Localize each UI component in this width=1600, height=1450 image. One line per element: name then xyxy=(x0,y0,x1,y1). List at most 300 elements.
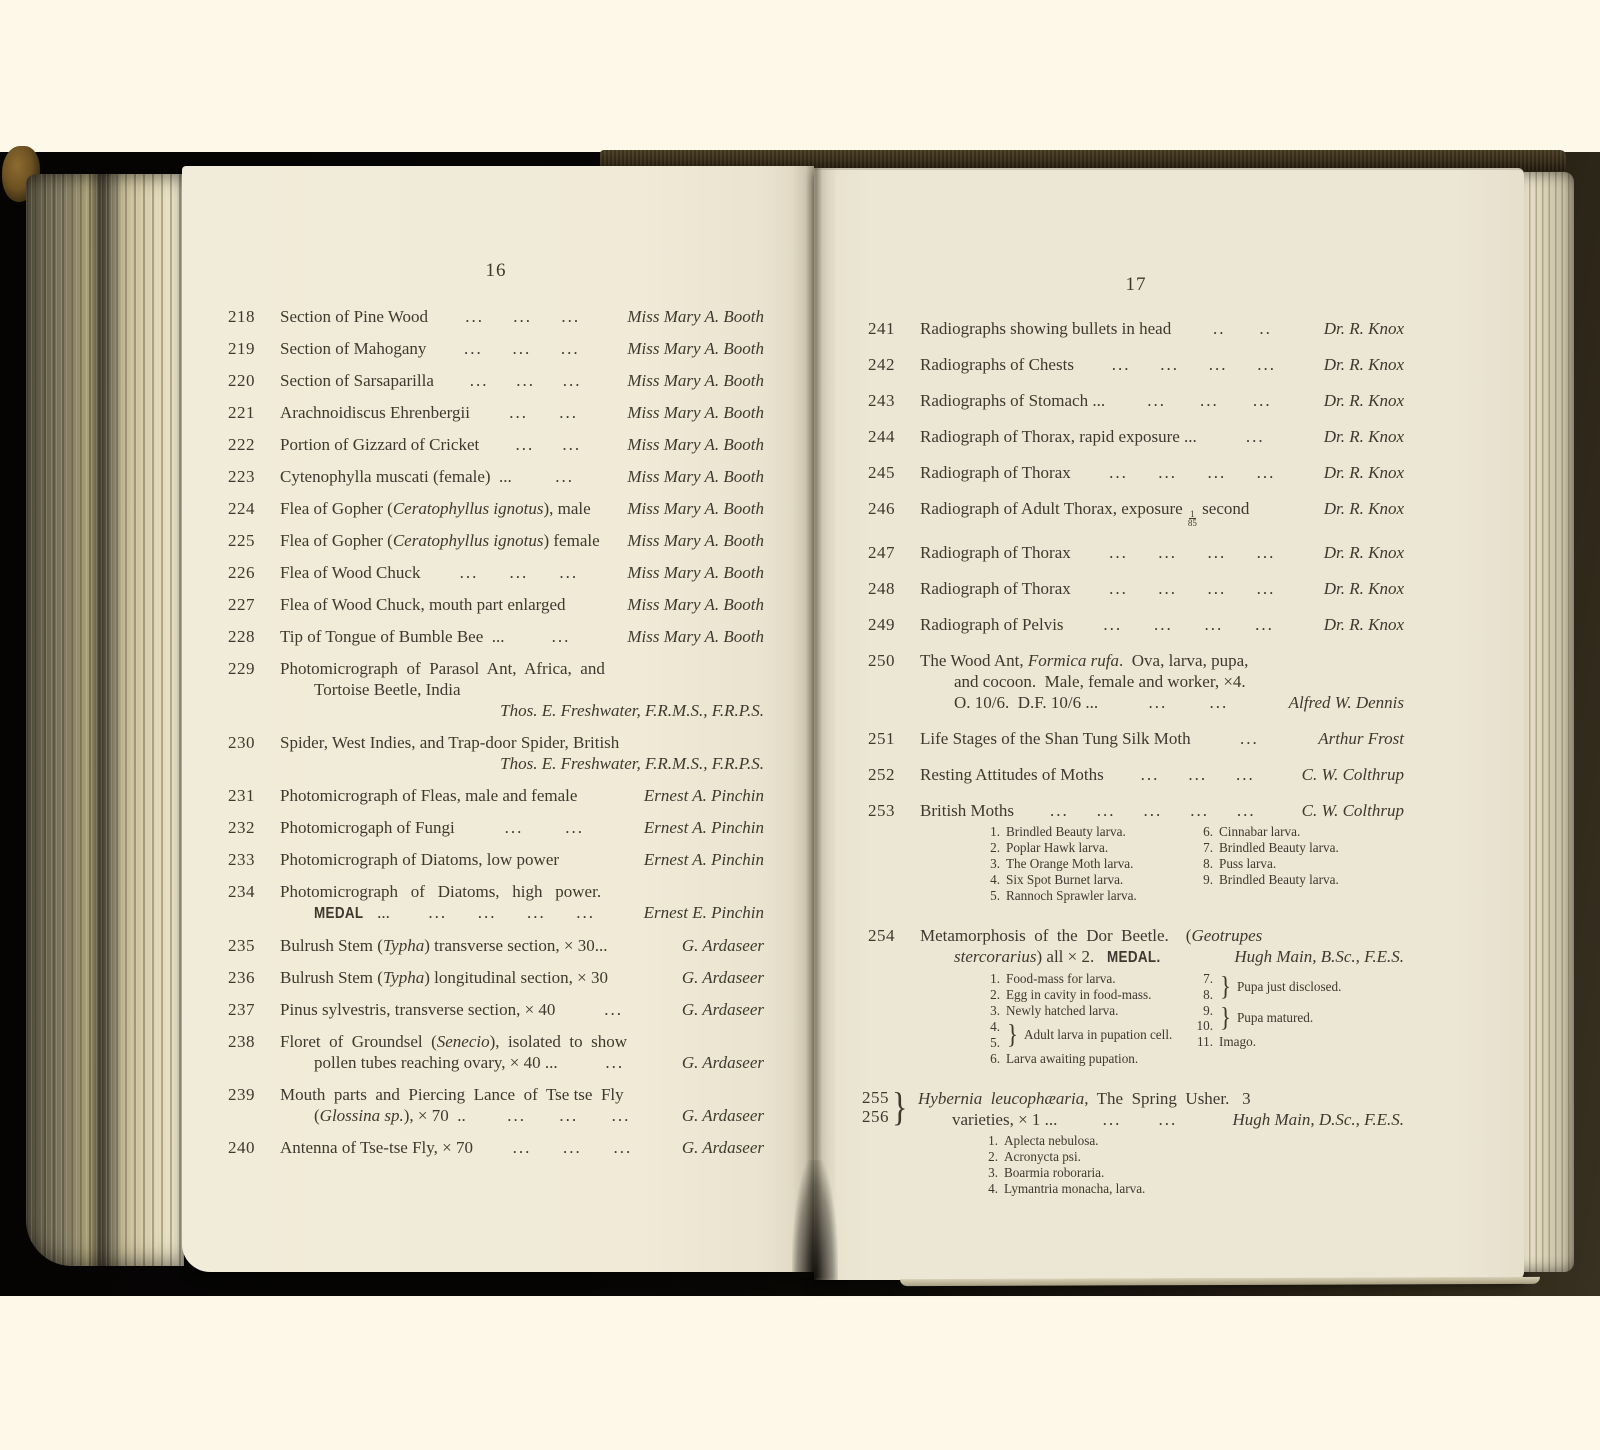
catalog-entry xyxy=(228,594,764,615)
entry-title: Flea of Gopher (Ceratophyllus ignotus), male xyxy=(280,499,591,518)
entry-body xyxy=(280,1031,764,1073)
entry-line xyxy=(280,732,764,753)
entry-title: varieties, × 1 ... xyxy=(952,1109,1058,1129)
catalog-entry xyxy=(868,764,1404,785)
entry-author: Miss Mary A. Booth xyxy=(627,627,764,646)
entry-line-main xyxy=(280,935,672,956)
entry-line xyxy=(280,999,764,1020)
entry-body xyxy=(920,650,1404,713)
entry-line xyxy=(920,692,1404,713)
dot-leader xyxy=(1098,692,1279,713)
entry-line xyxy=(920,462,1404,483)
entry-author: Miss Mary A. Booth xyxy=(627,307,764,326)
entry-line xyxy=(920,318,1404,339)
dot-group: .. xyxy=(1213,319,1226,338)
catalog-entry xyxy=(868,614,1404,635)
entry-line xyxy=(920,946,1404,968)
entry-body xyxy=(280,817,764,838)
entry-author: Dr. R. Knox xyxy=(1323,463,1404,482)
entry-number: 232 xyxy=(228,818,255,837)
sublist-item-number: 3. xyxy=(990,1003,1000,1018)
entry-body xyxy=(280,785,764,806)
left-entry-list xyxy=(228,306,764,1158)
sublist-item xyxy=(976,1149,1190,1165)
entry-body xyxy=(920,578,1404,599)
sublist-item-text: Egg in cavity in food-mass. xyxy=(1006,987,1152,1002)
catalog-entry xyxy=(228,935,764,956)
entry-line-main xyxy=(920,426,1314,447)
entry-author: Ernest A. Pinchin xyxy=(643,850,764,869)
entry-number: 250 xyxy=(868,651,895,670)
entry-number: 237 xyxy=(228,1000,255,1019)
sublist-item xyxy=(976,1133,1190,1149)
dot-group: ... xyxy=(504,818,524,837)
dot-group: ... xyxy=(1109,463,1128,482)
entry-line-main xyxy=(280,626,617,647)
right-page xyxy=(814,168,1524,1280)
entry-title: Tortoise Beetle, India xyxy=(314,680,461,699)
dot-group: ... xyxy=(1207,543,1227,562)
sublist-item xyxy=(978,872,1191,888)
entry-title: Tip of Tongue of Bumble Bee ... xyxy=(280,627,505,646)
dot-group: ... xyxy=(469,371,489,390)
entry-title: Radiograph of Thorax, rapid exposure ... xyxy=(920,427,1197,446)
dot-group: ... xyxy=(562,371,582,390)
catalog-entry xyxy=(868,578,1404,599)
entry-line xyxy=(280,306,764,327)
entry-line xyxy=(920,426,1404,447)
right-entry-list xyxy=(862,318,1404,1203)
entry-number: 218 xyxy=(228,307,255,326)
entry-line-main xyxy=(280,1105,672,1126)
sublist-item-text: Brindled Beauty larva. xyxy=(1219,840,1339,855)
sublist-column xyxy=(1191,824,1404,904)
entry-title: British Moths xyxy=(920,801,1014,820)
dot-leader xyxy=(428,306,617,327)
dot-leader xyxy=(1104,764,1292,785)
dot-group: ... xyxy=(1207,463,1227,482)
entry-number: 248 xyxy=(868,579,895,598)
entry-number: 242 xyxy=(868,355,895,374)
entry-author: Dr. R. Knox xyxy=(1323,499,1404,518)
entry-title: Radiograph of Thorax xyxy=(920,579,1071,598)
entry-number: 236 xyxy=(228,968,255,987)
entry-line xyxy=(280,679,764,700)
catalog-entry xyxy=(228,626,764,647)
entry-author: Dr. R. Knox xyxy=(1323,319,1404,338)
entry-body xyxy=(280,1084,764,1126)
entry-title: pollen tubes reaching ovary, × 40 ... xyxy=(314,1053,558,1072)
sublist-item xyxy=(1191,840,1404,856)
dot-group: ... xyxy=(563,1138,582,1157)
entry-title: Metamorphosis of the Dor Beetle. (Geotrupes xyxy=(920,926,1263,945)
entry-number: 251 xyxy=(868,729,895,748)
entry-author: Miss Mary A. Booth xyxy=(627,531,764,550)
dot-leader xyxy=(420,562,617,583)
entry-body xyxy=(280,935,764,956)
entry-line xyxy=(280,967,764,988)
sublist-item xyxy=(978,840,1191,856)
dot-group: .. xyxy=(1259,319,1272,338)
sublist-item-text: Brindled Beauty larva. xyxy=(1006,824,1126,839)
entry-line-main xyxy=(280,967,672,988)
catalog-entry xyxy=(868,800,1404,910)
dot-group: ... xyxy=(613,1138,633,1157)
dot-group: ... xyxy=(1236,801,1256,820)
entry-number: 224 xyxy=(228,499,255,518)
entry-line-main xyxy=(920,728,1308,749)
entry-line-main xyxy=(280,817,634,838)
entry-title: Radiograph of Pelvis xyxy=(920,615,1064,634)
entry-line xyxy=(280,700,764,721)
entry-title: Bulrush Stem (Typha) transverse section, × 30... xyxy=(280,936,608,955)
entry-number: 239 xyxy=(228,1085,255,1104)
entry-line-main xyxy=(920,318,1314,339)
brace-glyph: } xyxy=(1219,970,1231,1001)
entry-title: Flea of Wood Chuck xyxy=(280,563,421,582)
entry-author: Dr. R. Knox xyxy=(1323,579,1404,598)
dot-group: ... xyxy=(1160,355,1179,374)
dot-leader xyxy=(1071,462,1314,483)
entry-line xyxy=(920,614,1404,635)
entry-author: Miss Mary A. Booth xyxy=(627,595,764,614)
dot-group: ... xyxy=(1148,693,1168,712)
entry-line xyxy=(280,626,764,647)
entry-title: Photomicrogaph of Fungi xyxy=(280,818,455,837)
entry-title: Flea of Wood Chuck, mouth part enlarged xyxy=(280,595,566,614)
entry-number: 234 xyxy=(228,882,255,901)
entry-body xyxy=(280,594,764,615)
entry-body xyxy=(280,434,764,455)
dot-group: ... xyxy=(1153,615,1173,634)
dot-leader xyxy=(1074,354,1314,375)
dot-group: ... xyxy=(1252,391,1272,410)
entry-author: Dr. R. Knox xyxy=(1323,355,1404,374)
entry-number: 219 xyxy=(228,339,255,358)
sublist-item-text: Boarmia roboraria. xyxy=(1004,1164,1105,1180)
entry-line-main xyxy=(920,764,1292,785)
entry-line xyxy=(918,1088,1404,1109)
dot-group: ... xyxy=(1200,391,1219,410)
entry-title: stercorarius) all × 2. MEDAL. xyxy=(954,947,1161,966)
entry-author: Alfred W. Dennis xyxy=(1288,693,1404,712)
catalog-entry xyxy=(228,999,764,1020)
entry-author: Dr. R. Knox xyxy=(1323,615,1404,634)
entry-author: C. W. Colthrup xyxy=(1301,801,1404,820)
entry-body xyxy=(280,881,764,924)
sublist-item-number: 2. xyxy=(988,1148,998,1164)
entry-body xyxy=(920,498,1404,527)
entry-number: 226 xyxy=(228,563,255,582)
entry-line xyxy=(918,1109,1404,1130)
entry-author: C. W. Colthrup xyxy=(1301,765,1404,784)
entry-number: 225 xyxy=(228,531,255,550)
catalog-entry xyxy=(868,426,1404,447)
entry-author: Miss Mary A. Booth xyxy=(627,563,764,582)
dot-leader xyxy=(1064,614,1314,635)
brace-glyph: } xyxy=(891,1083,908,1129)
dot-leader xyxy=(505,626,618,647)
dot-group: ... xyxy=(1207,579,1227,598)
entry-title: Floret of Groundsel (Senecio), isolated to show xyxy=(280,1032,628,1051)
entry-line-main xyxy=(280,466,617,487)
dot-leader xyxy=(479,434,617,455)
entry-title: (Glossina sp.), × 70 .. xyxy=(314,1106,466,1125)
entry-author: Hugh Main, B.Sc., F.E.S. xyxy=(1234,947,1404,966)
entry-number: 227 xyxy=(228,595,255,614)
entry-line xyxy=(920,800,1404,821)
entry-line xyxy=(280,594,764,615)
entry-title: Photomicrograph of Diatoms, low power xyxy=(280,850,560,869)
dot-group: ... xyxy=(428,903,448,922)
entry-line xyxy=(280,1105,764,1126)
sublist-item xyxy=(1191,824,1404,840)
catalog-entry xyxy=(228,306,764,327)
entry-title: Antenna of Tse-tse Fly, × 70 xyxy=(280,1138,474,1157)
entry-body xyxy=(280,626,764,647)
entry-number: 235 xyxy=(228,936,255,955)
sublist-item-text: Puss larva. xyxy=(1219,856,1277,871)
dot-group: ... xyxy=(559,563,579,582)
entry-line xyxy=(920,925,1404,946)
dot-group: ... xyxy=(1235,765,1255,784)
entry-line-main xyxy=(920,671,1404,692)
entry-body xyxy=(280,562,764,583)
entry-line xyxy=(280,902,764,924)
sublist-item-number: 2. xyxy=(990,840,1000,855)
dot-group: ... xyxy=(477,903,497,922)
entry-line-main xyxy=(920,800,1292,821)
entry-line-main xyxy=(280,849,634,870)
entry-number: 254 xyxy=(868,926,895,945)
catalog-entry xyxy=(228,967,764,988)
sublist-item-text: Food-mass for larva. xyxy=(1006,971,1116,986)
dot-leader xyxy=(1105,390,1314,411)
entry-line-main xyxy=(280,306,617,327)
entry-title: Resting Attitudes of Moths xyxy=(920,765,1104,784)
right-page-content xyxy=(814,274,1524,1203)
entry-line-main xyxy=(920,946,1224,968)
entry-title: Arachnoidiscus Ehrenbergii xyxy=(280,403,470,422)
entry-title: O. 10/6. D.F. 10/6 ... xyxy=(954,693,1099,712)
catalog-entry xyxy=(228,785,764,806)
dot-group: ... xyxy=(559,403,579,422)
entry-title: Radiographs of Chests xyxy=(920,355,1074,374)
entry-line xyxy=(920,578,1404,599)
dot-leader xyxy=(466,1105,672,1126)
entry-author: G. Ardaseer xyxy=(681,1000,764,1019)
entry-title: Flea of Gopher (Ceratophyllus ignotus) female xyxy=(280,531,600,550)
entry-sublist xyxy=(920,971,1404,1067)
dot-group: ... xyxy=(512,339,532,358)
entry-body xyxy=(280,999,764,1020)
catalog-entry xyxy=(868,498,1404,527)
catalog-entry xyxy=(868,390,1404,411)
entry-line-main xyxy=(280,338,617,359)
sublist-item-text: Pupa just disclosed. xyxy=(1236,978,1342,994)
entry-line-main xyxy=(280,594,617,615)
entry-line-main xyxy=(280,679,764,700)
sublist-item-number: 4. xyxy=(990,872,1000,887)
catalog-entry xyxy=(228,881,764,924)
entry-number: 229 xyxy=(228,659,255,678)
entry-line-main xyxy=(280,902,634,924)
dot-group: ... xyxy=(1255,615,1274,634)
sublist-item-number: 6. xyxy=(1203,824,1213,839)
sublist-item-text: Brindled Beauty larva. xyxy=(1219,872,1339,887)
entry-line xyxy=(280,849,764,870)
book-gutter-shadow xyxy=(792,166,838,1278)
dot-group: ... xyxy=(1103,615,1123,634)
dot-group: ... xyxy=(1096,801,1116,820)
dot-group: ... xyxy=(565,818,584,837)
dot-leader xyxy=(473,1137,672,1158)
sublist-item-text: Acronycta psi. xyxy=(1004,1148,1081,1164)
dot-group: ... xyxy=(1158,463,1178,482)
entry-line-main xyxy=(280,1031,764,1052)
dot-group: ... xyxy=(1111,355,1131,374)
sublist-item xyxy=(1191,1034,1404,1050)
entry-author: Ernest A. Pinchin xyxy=(643,818,764,837)
entry-sublist xyxy=(918,1133,1404,1197)
entry-line xyxy=(280,817,764,838)
entry-title: Section of Sarsaparilla xyxy=(280,371,434,390)
entry-line xyxy=(280,498,764,519)
entry-line-main xyxy=(280,785,634,806)
dot-group: ... xyxy=(576,903,596,922)
entry-title: Radiographs showing bullets in head xyxy=(920,319,1172,338)
dot-group: ... xyxy=(555,467,574,486)
entry-number: 241 xyxy=(868,319,895,338)
sublist-item-number: 7. xyxy=(1203,840,1213,855)
dot-group: ... xyxy=(604,1000,623,1019)
entry-line xyxy=(280,935,764,956)
sublist-column xyxy=(1190,1133,1404,1197)
dot-leader xyxy=(470,402,617,423)
entry-line-main xyxy=(280,370,617,391)
sublist-item-number: 1. xyxy=(990,971,1000,986)
sublist-item xyxy=(978,1019,1191,1050)
sublist-item-number: 9. xyxy=(1203,872,1213,887)
entry-body xyxy=(280,658,764,721)
dot-group: ... xyxy=(559,1106,579,1125)
entry-body xyxy=(920,462,1404,483)
dot-leader xyxy=(434,370,617,391)
sublist-item xyxy=(1191,872,1404,888)
sublist-column xyxy=(1191,971,1404,1067)
dot-group: ... xyxy=(1158,579,1178,598)
dot-group: ... xyxy=(1143,801,1163,820)
entry-number: 245 xyxy=(868,463,895,482)
entry-number: 228 xyxy=(228,627,255,646)
entry-author: Ernest E. Pinchin xyxy=(643,903,764,922)
entry-author: G. Ardaseer xyxy=(681,968,764,987)
entry-body xyxy=(920,390,1404,411)
entry-body xyxy=(920,614,1404,635)
dot-group: ... xyxy=(1188,765,1208,784)
entry-number: 231 xyxy=(228,786,255,805)
dot-group: ... xyxy=(515,435,535,454)
entry-line-main xyxy=(280,732,764,753)
entry-line-main xyxy=(920,692,1279,713)
entry-line-main xyxy=(280,1137,672,1158)
entry-line xyxy=(280,1137,764,1158)
entry-title: Mouth parts and Piercing Lance of Tse tse Fly xyxy=(280,1085,624,1104)
entry-author: Miss Mary A. Booth xyxy=(627,499,764,518)
entry-author: Miss Mary A. Booth xyxy=(627,467,764,486)
page-number-right: 17 xyxy=(1125,274,1147,295)
brace-glyph: } xyxy=(1006,1018,1018,1049)
dot-group: ... xyxy=(1190,801,1209,820)
dot-leader xyxy=(1197,426,1314,447)
entry-line xyxy=(280,658,764,679)
sublist-item xyxy=(978,856,1191,872)
sublist-item xyxy=(978,1003,1191,1019)
catalog-entry xyxy=(228,370,764,391)
entry-number: 244 xyxy=(868,427,895,446)
sublist-item-text: Rannoch Sprawler larva. xyxy=(1006,888,1137,903)
entry-number: 243 xyxy=(868,391,895,410)
entry-number: 233 xyxy=(228,850,255,869)
entry-number: 230 xyxy=(228,733,255,752)
entry-title: and cocoon. Male, female and worker, ×4. xyxy=(954,672,1246,691)
catalog-entry xyxy=(868,650,1404,713)
entry-body xyxy=(920,925,1404,1073)
entry-number: 246 xyxy=(868,499,895,518)
entry-line-main xyxy=(920,462,1314,483)
dot-group: ... xyxy=(1109,543,1128,562)
entry-line xyxy=(280,1052,764,1073)
entry-line-main xyxy=(280,881,764,902)
entry-line xyxy=(920,650,1404,671)
entry-body xyxy=(280,1137,764,1158)
sublist-item xyxy=(978,888,1191,904)
dot-leader xyxy=(1171,318,1314,339)
dot-group: ... xyxy=(1240,729,1259,748)
catalog-entry xyxy=(868,318,1404,339)
catalog-entry xyxy=(228,1031,764,1073)
entry-title: The Wood Ant, Formica rufa. Ova, larva, pupa, xyxy=(920,651,1249,670)
entry-title: MEDAL ... xyxy=(314,903,390,922)
catalog-entry xyxy=(228,817,764,838)
entry-author: Miss Mary A. Booth xyxy=(627,435,764,454)
sublist-item-number: 3. xyxy=(990,856,1000,871)
entry-author: G. Ardaseer xyxy=(681,1106,764,1125)
entry-number: 249 xyxy=(868,615,895,634)
entry-author: G. Ardaseer xyxy=(681,1053,764,1072)
entry-author: Hugh Main, D.Sc., F.E.S. xyxy=(1232,1109,1404,1129)
sublist-item-number: 6. xyxy=(990,1050,1000,1066)
dot-group: ... xyxy=(1245,427,1265,446)
sublist-item xyxy=(978,987,1191,1003)
catalog-entry xyxy=(868,542,1404,563)
medal-award-label: MEDAL xyxy=(314,905,364,922)
dot-leader xyxy=(426,338,617,359)
brace-glyph: } xyxy=(1219,1002,1231,1033)
entry-line-main xyxy=(918,1088,1404,1109)
entry-body xyxy=(920,542,1404,563)
dot-leader xyxy=(558,1052,672,1073)
entry-number: 253 xyxy=(868,801,895,820)
catalog-entry xyxy=(868,462,1404,483)
entry-title: Photomicrograph of Diatoms, high power. xyxy=(280,882,602,901)
entry-line xyxy=(920,764,1404,785)
entry-title: Portion of Gizzard of Cricket xyxy=(280,435,480,454)
sublist-column xyxy=(978,971,1191,1067)
right-page-fore-edge xyxy=(1524,172,1574,1272)
sublist-item-number: 8. xyxy=(1203,856,1213,871)
entry-author: Arthur Frost xyxy=(1318,729,1404,748)
